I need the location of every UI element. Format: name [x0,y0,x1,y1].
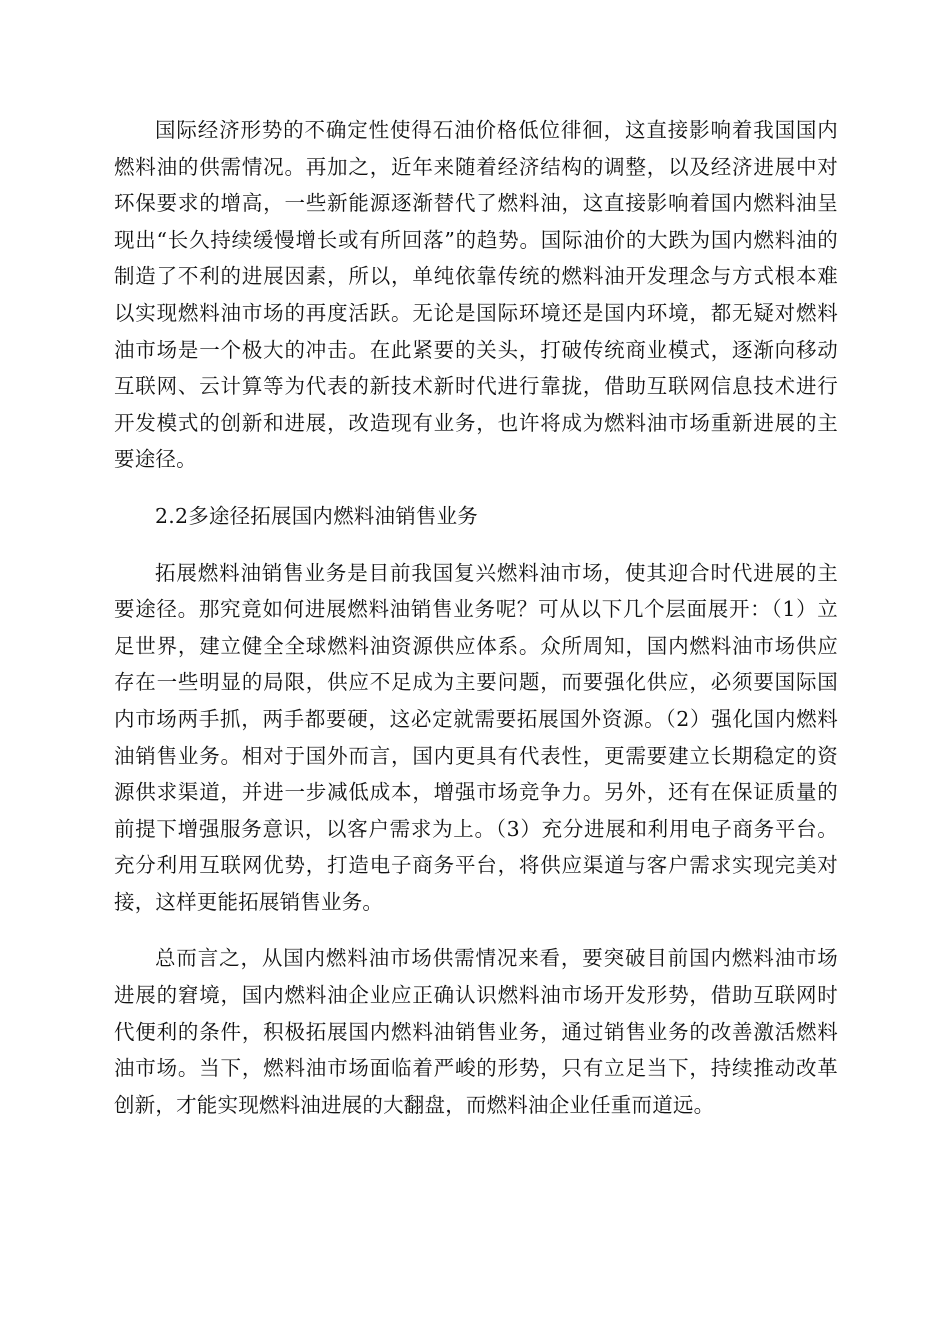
paragraph-international-situation: 国际经济形势的不确定性使得石油价格低位徘徊，这直接影响着我国国内燃料油的供需情况。再加之，近年来随着经济结构的调整，以及经济进展中对环保要求的增高，一些新能源逐渐替代了燃料油，这直接影响着国内燃料油呈现出“长久持续缓慢增长或有所回落”的趋势。国际油价的大跌为国内燃料油的制造了不利的进展因素，所以，单纯依靠传统的燃料油开发理念与方式根本难以实现燃料油市场的再度活跃。无论是国际环境还是国内环境，都无疑对燃料油市场是一个极大的冲击。在此紧要的关头，打破传统商业模式，逐渐向移动互联网、云计算等为代表的新技术新时代进行靠拢，借助互联网信息技术进行开发模式的创新和进展，改造现有业务，也许将成为燃料油市场重新进展的主要途径。 [114,118,838,472]
document-body [114,112,838,1123]
section-heading: 2.2多途径拓展国内燃料油销售业务 [155,503,479,528]
paragraph-expand-sales: 拓展燃料油销售业务是目前我国复兴燃料油市场，使其迎合时代进展的主要途径。那究竟如何进展燃料油销售业务呢？可从以下几个层面展开：（1）立足世界，建立健全全球燃料油资源供应体系。众所周知，国内燃料油市场供应存在一些明显的局限，供应不足成为主要问题，而要强化供应，必须要国际国内市场两手抓，两手都要硬，这必定就需要拓展国外资源。（2）强化国内燃料油销售业务。相对于国外而言，国内更具有代表性，更需要建立长期稳定的资源供求渠道，并进一步减低成本，增强市场竞争力。另外，还有在保证质量的前提下增强服务意识，以客户需求为上。（3）充分进展和利用电子商务平台。充分利用互联网优势，打造电子商务平台，将供应渠道与客户需求实现完美对接，这样更能拓展销售业务。 [114,560,838,914]
paragraph-conclusion: 总而言之，从国内燃料油市场供需情况来看，要突破目前国内燃料油市场进展的窘境，国内燃料油企业应正确认识燃料油市场开发形势，借助互联网时代便利的条件，积极拓展国内燃料油销售业务，通过销售业务的改善激活燃料油市场。当下，燃料油市场面临着严峻的形势，只有立足当下，持续推动改革创新，才能实现燃料油进展的大翻盘，而燃料油企业任重而道远。 [114,946,838,1117]
